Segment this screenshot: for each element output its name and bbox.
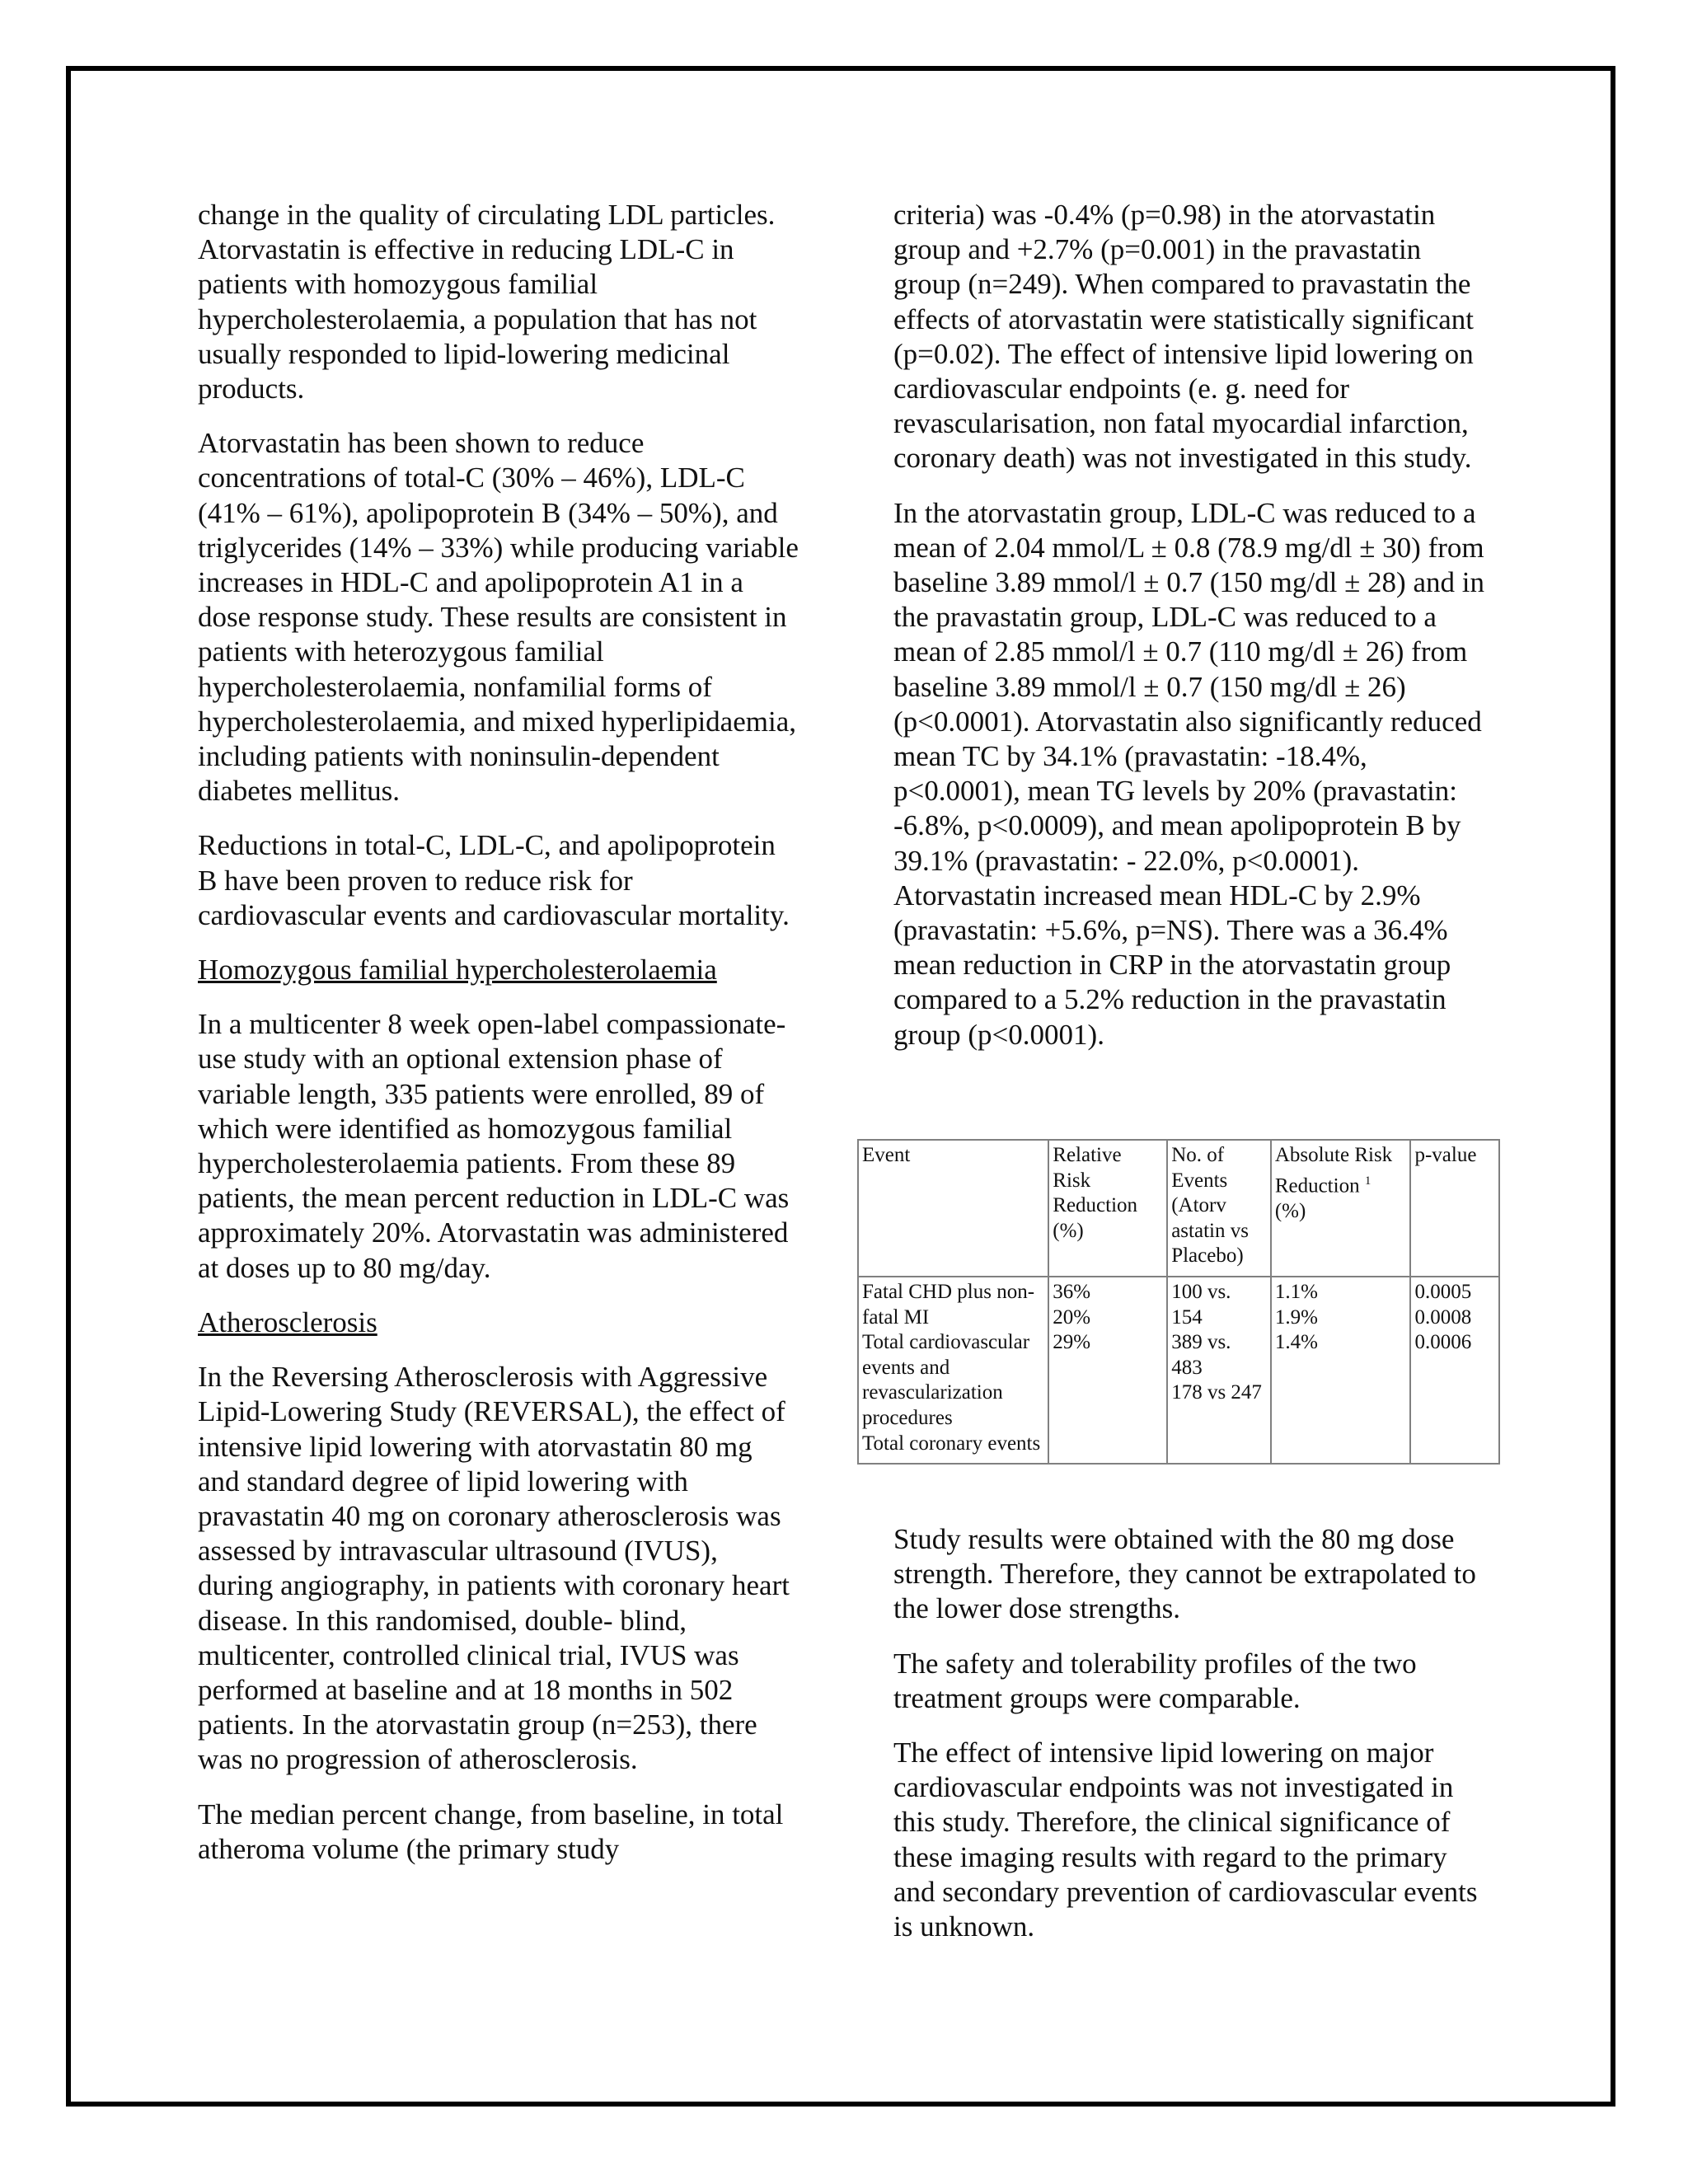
paragraph: Atorvastatin has been shown to reduce concentrations of total-C (30% – 46%), LDL-C (41% – 61%), apolipoprotein B (34% – 50%), and triglycerides (14% – 33%) while producing variable increases in HDL-C and apolipoprotein A1 in a dose response study. These results are consistent in patients with heterozygous familial hypercholesterolaemia, nonfamilial forms of hypercholesterolaemia, and mixed hyperlipidaemia, including patients with noninsulin-dependent diabetes mellitus.: [198, 427, 799, 808]
cell-events: Fatal CHD plus non-fatal MI Total cardiovascular events and revascularization procedures Total coronary events: [858, 1277, 1048, 1464]
table-header-row: [858, 1140, 1499, 1277]
right-column-continued: [893, 1522, 1495, 1964]
paragraph: criteria) was -0.4% (p=0.98) in the atorvastatin group and +2.7% (p=0.001) in the pravastatin group (n=249). When compared to pravastatin the effects of atorvastatin were statistically significant (p=0.02). The effect of intensive lipid lowering on cardiovascular endpoints (e. g. need for revascularisation, non fatal myocardial infarction, coronary death) was not investigated in this study.: [893, 199, 1474, 475]
cell-relative-risk-reduction: 36% 20% 29%: [1048, 1277, 1167, 1464]
results-table: [857, 1139, 1500, 1465]
left-column: [198, 198, 799, 1886]
section-heading-homozygous: Homozygous familial hypercholesterolaemia: [198, 954, 717, 987]
header-p-value: p-value: [1410, 1140, 1499, 1277]
header-relative-risk-reduction: Relative Risk Reduction (%): [1048, 1140, 1167, 1277]
paragraph: Study results were obtained with the 80 mg dose strength. Therefore, they cannot be extrapolated to the lower dose strengths.: [893, 1523, 1476, 1625]
paragraph: The effect of intensive lipid lowering on major cardiovascular endpoints was not investigated in this study. Therefore, the clinical significance of these imaging results with regard to the primary and secondary prevention of cardiovascular events is unknown.: [893, 1736, 1478, 1943]
paragraph: In a multicenter 8 week open-label compassionate-use study with an optional extension phase of variable length, 335 patients were enrolled, 89 of which were identified as homozygous familial hypercholesterolaemia patients. From these 89 patients, the mean percent reduction in LDL-C was approximately 20%. Atorvastatin was administered at doses up to 80 mg/day.: [198, 1008, 790, 1284]
paragraph: The median percent change, from baseline, in total atheroma volume (the primary study: [198, 1797, 784, 1865]
header-number-of-events: No. of Events (Atorv astatin vs Placebo): [1167, 1140, 1271, 1277]
cell-absolute-risk-reduction: 1.1% 1.9% 1.4%: [1271, 1277, 1411, 1464]
paragraph: Reductions in total-C, LDL-C, and apolipoprotein B have been proven to reduce risk for cardiovascular events and cardiovascular mortality.: [198, 829, 790, 931]
paragraph: change in the quality of circulating LDL particles. Atorvastatin is effective in reducing LDL-C in patients with homozygous familial hypercholesterolaemia, a population that has not usually responded to lipid-lowering medicinal products.: [198, 199, 776, 405]
paragraph: The safety and tolerability profiles of the two treatment groups were comparable.: [893, 1647, 1417, 1714]
header-event: Event: [858, 1140, 1048, 1277]
section-heading-atherosclerosis: Atherosclerosis: [198, 1305, 377, 1338]
right-column: [893, 198, 1495, 1072]
paragraph: In the atorvastatin group, LDL-C was reduced to a mean of 2.04 mmol/L ± 0.8 (78.9 mg/dl ± 30) from baseline 3.89 mmol/l ± 0.7 (150 mg/dl ± 28) and in the pravastatin group, LDL-C was reduced to a mean of 2.85 mmol/l ± 0.7 (110 mg/dl ± 26) from baseline 3.89 mmol/l ± 0.7 (150 mg/dl ± 26) (p<0.0001). Atorvastatin also significantly reduced mean TC by 34.1% (pravastatin: -18.4%, p<0.0001), mean TG levels by 20% (pravastatin: -6.8%, p<0.0009), and mean apolipoprotein B by 39.1% (pravastatin: - 22.0%, p<0.0001). Atorvastatin increased mean HDL-C by 2.9% (pravastatin: +5.6%, p=NS). There was a 36.4% mean reduction in CRP in the atorvastatin group compared to a 5.2% reduction in the pravastatin group (p<0.0001).: [893, 496, 1484, 1051]
header-absolute-risk-reduction: Absolute Risk Reduction $^1$ (%): [1271, 1140, 1411, 1277]
cell-p-value: 0.0005 0.0008 0.0006: [1410, 1277, 1499, 1464]
cell-number-of-events: 100 vs. 154 389 vs. 483 178 vs 247: [1167, 1277, 1271, 1464]
table-row: [858, 1277, 1499, 1464]
paragraph: In the Reversing Atherosclerosis with Aggressive Lipid-Lowering Study (REVERSAL), the effect of intensive lipid lowering with atorvastatin 80 mg and standard degree of lipid lowering with pravastatin 40 mg on coronary atherosclerosis was assessed by intravascular ultrasound (IVUS), during angiography, in patients with coronary heart disease. In this randomised, double- blind, multicenter, controlled clinical trial, IVUS was performed at baseline and at 18 months in 502 patients. In the atorvastatin group (n=253), there was no progression of atherosclerosis.: [198, 1361, 790, 1776]
